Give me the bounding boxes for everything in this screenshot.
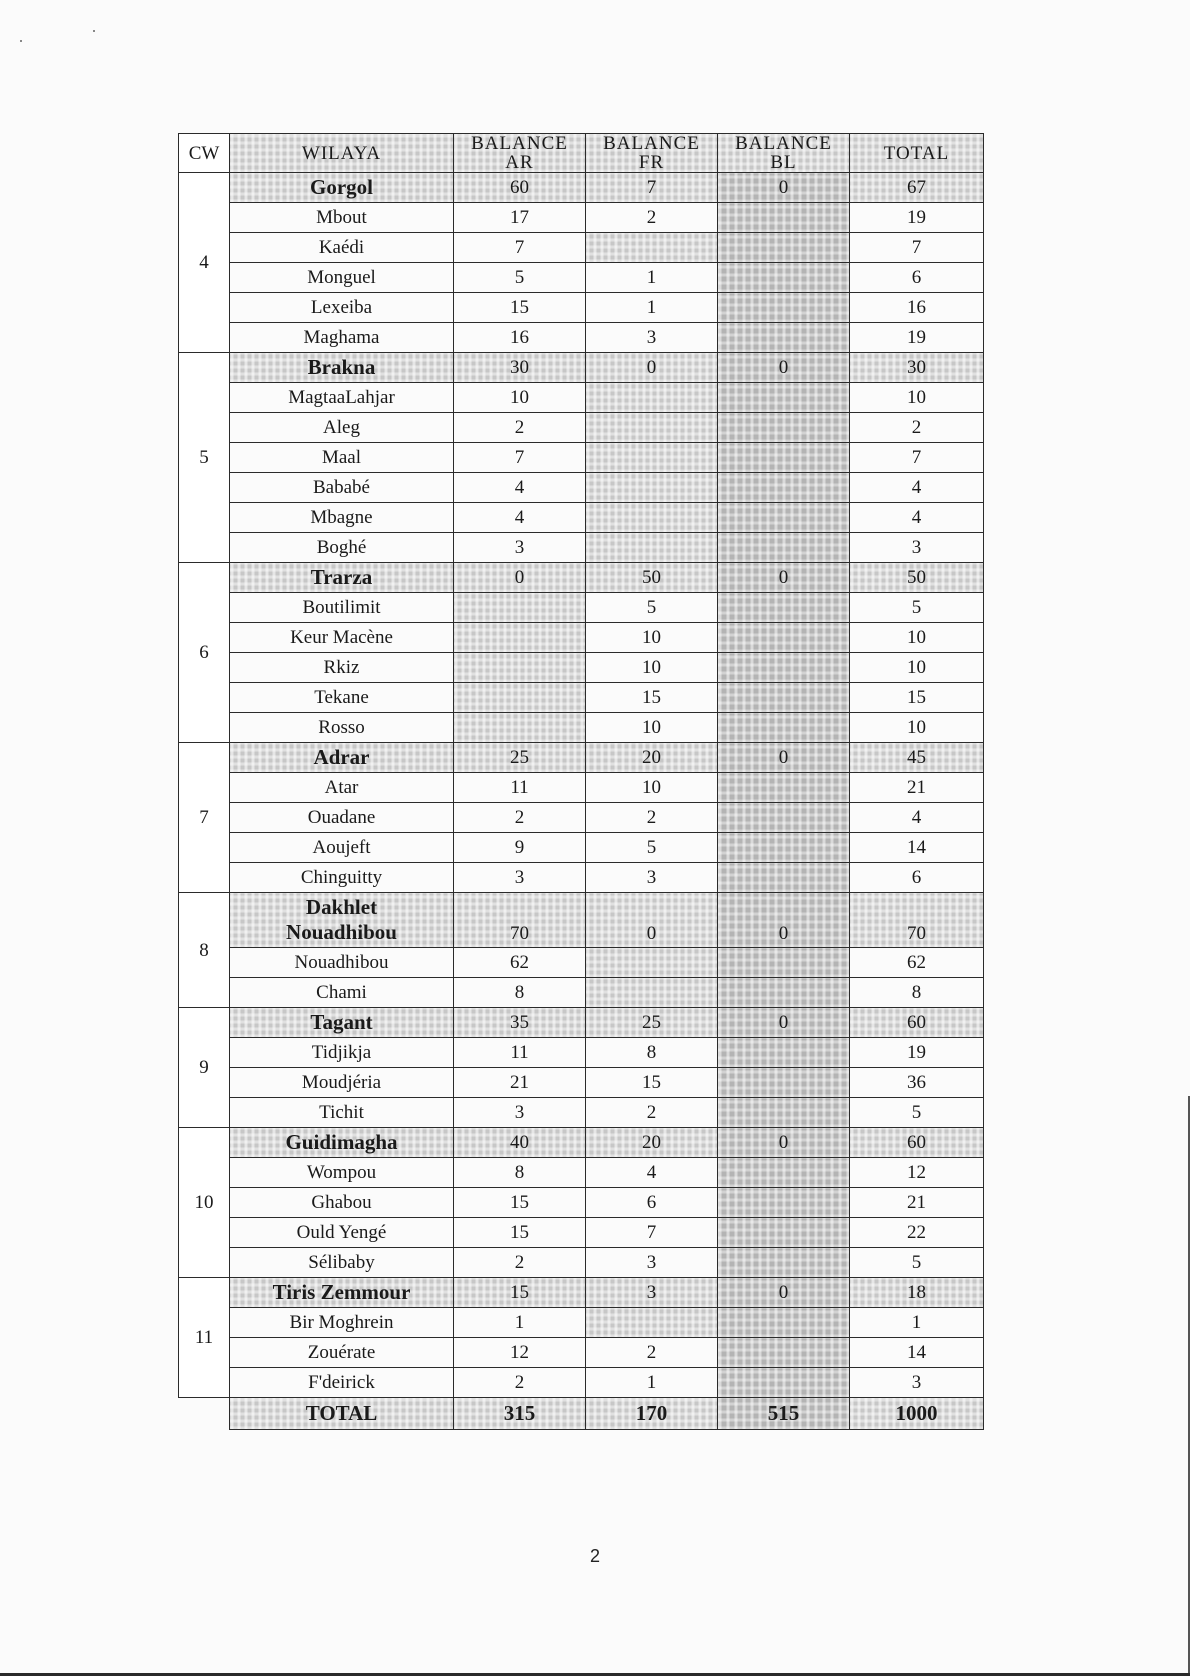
header-balance-bl (718, 134, 850, 173)
cell-total: 22 (850, 1218, 984, 1248)
cell-total: 12 (850, 1158, 984, 1188)
cell-ar: 12 (454, 1338, 586, 1368)
moughataa-name: F'deirick (230, 1368, 454, 1398)
moughataa-name: Bir Moghrein (230, 1308, 454, 1338)
table-row (179, 473, 984, 503)
region-fr: 3 (586, 1278, 718, 1308)
table-row (179, 593, 984, 623)
cell-fr: 2 (586, 1338, 718, 1368)
moughataa-name: Aoujeft (230, 833, 454, 863)
header-balance-fr-line1: BALANCE (603, 133, 700, 154)
cw-number: 6 (179, 563, 230, 743)
moughataa-name: Ghabou (230, 1188, 454, 1218)
cell-bl (718, 1218, 850, 1248)
cell-total: 21 (850, 1188, 984, 1218)
header-balance-fr-line2: FR (638, 152, 665, 173)
table-row (179, 443, 984, 473)
header-balance-bl-line1: BALANCE (735, 133, 832, 154)
cell-fr (586, 413, 718, 443)
cell-total: 14 (850, 1338, 984, 1368)
cell-ar: 2 (454, 803, 586, 833)
region-fr: 50 (586, 563, 718, 593)
table-row (179, 1098, 984, 1128)
region-total: 30 (850, 353, 984, 383)
moughataa-name: Zouérate (230, 1338, 454, 1368)
cell-total: 3 (850, 533, 984, 563)
cell-ar (454, 593, 586, 623)
region-ar: 70 (454, 893, 586, 948)
table-row (179, 233, 984, 263)
balance-table (178, 133, 984, 1430)
region-total: 18 (850, 1278, 984, 1308)
cell-total: 1 (850, 1308, 984, 1338)
cell-fr: 10 (586, 713, 718, 743)
region-name-line2: Nouadhibou (286, 920, 397, 944)
total-row-spacer (179, 1398, 230, 1430)
region-name: Tagant (230, 1008, 454, 1038)
table-row (179, 1248, 984, 1278)
cell-bl (718, 1068, 850, 1098)
region-ar: 40 (454, 1128, 586, 1158)
cell-total: 3 (850, 1368, 984, 1398)
cell-total: 10 (850, 653, 984, 683)
cell-ar: 17 (454, 203, 586, 233)
table-row (179, 1338, 984, 1368)
cell-total: 5 (850, 593, 984, 623)
cell-total: 2 (850, 413, 984, 443)
region-bl: 0 (718, 743, 850, 773)
cell-fr: 5 (586, 833, 718, 863)
table-row (179, 1308, 984, 1338)
cell-bl (718, 413, 850, 443)
cell-ar: 7 (454, 233, 586, 263)
header-cw: CW (179, 134, 230, 173)
cell-ar: 9 (454, 833, 586, 863)
cell-bl (718, 773, 850, 803)
cw-number: 11 (179, 1278, 230, 1398)
table-row (179, 978, 984, 1008)
cell-bl (718, 203, 850, 233)
table-row (179, 1218, 984, 1248)
cell-fr: 10 (586, 653, 718, 683)
scan-speck (93, 30, 95, 32)
header-balance-ar-line1: BALANCE (471, 133, 568, 154)
region-fr: 7 (586, 173, 718, 203)
cw-number: 5 (179, 353, 230, 563)
cell-ar: 3 (454, 533, 586, 563)
page-number: 2 (589, 1546, 600, 1566)
table-row (179, 533, 984, 563)
cell-bl (718, 1188, 850, 1218)
total-bl: 515 (718, 1398, 850, 1430)
cell-fr: 8 (586, 1038, 718, 1068)
header-total: TOTAL (850, 134, 984, 173)
cell-ar: 3 (454, 1098, 586, 1128)
region-bl: 0 (718, 1008, 850, 1038)
moughataa-name: Kaédi (230, 233, 454, 263)
moughataa-name: Mbout (230, 203, 454, 233)
cell-total: 15 (850, 683, 984, 713)
moughataa-name: Lexeiba (230, 293, 454, 323)
table-row (179, 263, 984, 293)
scan-speck (20, 40, 22, 42)
region-fr: 0 (586, 893, 718, 948)
region-fr: 20 (586, 1128, 718, 1158)
cell-fr (586, 978, 718, 1008)
total-row (179, 1398, 984, 1430)
cell-bl (718, 948, 850, 978)
cell-fr: 1 (586, 263, 718, 293)
table-row (179, 1368, 984, 1398)
moughataa-name: Aleg (230, 413, 454, 443)
region-bl: 0 (718, 353, 850, 383)
moughataa-name: Monguel (230, 263, 454, 293)
table-row (179, 1188, 984, 1218)
cell-total: 36 (850, 1068, 984, 1098)
cell-bl (718, 1158, 850, 1188)
cell-bl (718, 503, 850, 533)
region-ar: 30 (454, 353, 586, 383)
cell-ar: 3 (454, 863, 586, 893)
cell-bl (718, 623, 850, 653)
cell-total: 19 (850, 1038, 984, 1068)
table-row (179, 623, 984, 653)
region-bl: 0 (718, 893, 850, 948)
region-bl: 0 (718, 1128, 850, 1158)
cell-ar: 15 (454, 1188, 586, 1218)
region-row (179, 1128, 984, 1158)
cell-bl (718, 593, 850, 623)
cell-ar: 2 (454, 1368, 586, 1398)
region-row (179, 353, 984, 383)
header-balance-fr (586, 134, 718, 173)
total-label: TOTAL (230, 1398, 454, 1430)
region-name: Gorgol (230, 173, 454, 203)
cell-ar: 11 (454, 773, 586, 803)
table-row (179, 653, 984, 683)
moughataa-name: Chami (230, 978, 454, 1008)
total-grand: 1000 (850, 1398, 984, 1430)
region-ar: 35 (454, 1008, 586, 1038)
moughataa-name: Atar (230, 773, 454, 803)
cw-number: 8 (179, 893, 230, 1008)
cell-ar: 4 (454, 503, 586, 533)
cell-fr: 5 (586, 593, 718, 623)
region-bl: 0 (718, 1278, 850, 1308)
region-name (230, 893, 454, 948)
cell-fr: 10 (586, 623, 718, 653)
table-row (179, 803, 984, 833)
region-ar: 15 (454, 1278, 586, 1308)
cell-total: 7 (850, 443, 984, 473)
cell-bl (718, 263, 850, 293)
table-row (179, 863, 984, 893)
header-balance-ar-line2: AR (505, 152, 534, 173)
moughataa-name: Rkiz (230, 653, 454, 683)
cell-total: 5 (850, 1248, 984, 1278)
table-row (179, 1068, 984, 1098)
cell-fr (586, 383, 718, 413)
cell-bl (718, 1098, 850, 1128)
region-row (179, 173, 984, 203)
cell-ar: 1 (454, 1308, 586, 1338)
cell-bl (718, 443, 850, 473)
region-row (179, 1278, 984, 1308)
cw-number: 4 (179, 173, 230, 353)
cell-bl (718, 233, 850, 263)
moughataa-name: Tichit (230, 1098, 454, 1128)
region-name: Brakna (230, 353, 454, 383)
region-name: Adrar (230, 743, 454, 773)
cell-total: 19 (850, 323, 984, 353)
header-balance-ar (454, 134, 586, 173)
cell-fr (586, 233, 718, 263)
moughataa-name: Ouadane (230, 803, 454, 833)
table-row (179, 1158, 984, 1188)
cell-ar: 4 (454, 473, 586, 503)
cell-ar (454, 623, 586, 653)
cell-total: 14 (850, 833, 984, 863)
cw-number: 9 (179, 1008, 230, 1128)
moughataa-name: Keur Macène (230, 623, 454, 653)
region-total: 70 (850, 893, 984, 948)
region-fr: 20 (586, 743, 718, 773)
cell-fr (586, 503, 718, 533)
moughataa-name: Sélibaby (230, 1248, 454, 1278)
table-row (179, 1038, 984, 1068)
cell-ar: 16 (454, 323, 586, 353)
table-row (179, 948, 984, 978)
region-row (179, 893, 984, 948)
cell-bl (718, 978, 850, 1008)
region-row (179, 1008, 984, 1038)
cell-ar: 7 (454, 443, 586, 473)
cell-ar: 8 (454, 978, 586, 1008)
cell-fr: 2 (586, 203, 718, 233)
cell-fr (586, 533, 718, 563)
region-total: 60 (850, 1008, 984, 1038)
cell-total: 19 (850, 203, 984, 233)
cell-bl (718, 863, 850, 893)
cell-fr: 2 (586, 1098, 718, 1128)
cell-bl (718, 1248, 850, 1278)
cell-fr: 1 (586, 1368, 718, 1398)
cell-total: 6 (850, 263, 984, 293)
cell-bl (718, 1368, 850, 1398)
cell-ar: 15 (454, 1218, 586, 1248)
region-total: 45 (850, 743, 984, 773)
table-row (179, 323, 984, 353)
cell-fr: 3 (586, 323, 718, 353)
cell-ar: 10 (454, 383, 586, 413)
cell-total: 16 (850, 293, 984, 323)
moughataa-name: Wompou (230, 1158, 454, 1188)
cell-ar: 2 (454, 413, 586, 443)
cell-total: 4 (850, 473, 984, 503)
cell-total: 7 (850, 233, 984, 263)
moughataa-name: Tidjikja (230, 1038, 454, 1068)
cell-fr (586, 473, 718, 503)
cell-ar: 15 (454, 293, 586, 323)
cell-total: 5 (850, 1098, 984, 1128)
cell-total: 4 (850, 503, 984, 533)
table-row (179, 293, 984, 323)
region-fr: 25 (586, 1008, 718, 1038)
table-row (179, 713, 984, 743)
cell-total: 8 (850, 978, 984, 1008)
region-ar: 25 (454, 743, 586, 773)
cell-bl (718, 833, 850, 863)
cell-bl (718, 803, 850, 833)
cell-total: 10 (850, 623, 984, 653)
region-ar: 0 (454, 563, 586, 593)
cw-number: 10 (179, 1128, 230, 1278)
cell-fr: 6 (586, 1188, 718, 1218)
cell-fr (586, 443, 718, 473)
table-row (179, 383, 984, 413)
moughataa-name: Boghé (230, 533, 454, 563)
cell-bl (718, 533, 850, 563)
moughataa-name: Tekane (230, 683, 454, 713)
region-total: 67 (850, 173, 984, 203)
cell-ar: 11 (454, 1038, 586, 1068)
cell-total: 6 (850, 863, 984, 893)
region-name: Trarza (230, 563, 454, 593)
cell-bl (718, 293, 850, 323)
moughataa-name: Nouadhibou (230, 948, 454, 978)
moughataa-name: Mbagne (230, 503, 454, 533)
moughataa-name: Ould Yengé (230, 1218, 454, 1248)
moughataa-name: Boutilimit (230, 593, 454, 623)
cell-total: 4 (850, 803, 984, 833)
cell-fr: 15 (586, 1068, 718, 1098)
cell-bl (718, 383, 850, 413)
region-total: 50 (850, 563, 984, 593)
cell-fr: 15 (586, 683, 718, 713)
cw-number: 7 (179, 743, 230, 893)
region-row (179, 743, 984, 773)
cell-bl (718, 323, 850, 353)
moughataa-name: Moudjéria (230, 1068, 454, 1098)
region-name: Tiris Zemmour (230, 1278, 454, 1308)
cell-fr: 3 (586, 863, 718, 893)
cell-bl (718, 713, 850, 743)
total-ar: 315 (454, 1398, 586, 1430)
table-header-row (179, 134, 984, 173)
cell-bl (718, 1308, 850, 1338)
cell-bl (718, 653, 850, 683)
moughataa-name: Maal (230, 443, 454, 473)
table-row (179, 413, 984, 443)
moughataa-name: Rosso (230, 713, 454, 743)
header-balance-bl-line2: BL (770, 152, 797, 173)
region-name-line1: Dakhlet (305, 894, 378, 919)
moughataa-name: Maghama (230, 323, 454, 353)
cell-ar: 21 (454, 1068, 586, 1098)
cell-ar: 62 (454, 948, 586, 978)
region-total: 60 (850, 1128, 984, 1158)
region-fr: 0 (586, 353, 718, 383)
table-row (179, 203, 984, 233)
cell-fr (586, 1308, 718, 1338)
region-ar: 60 (454, 173, 586, 203)
cell-ar (454, 683, 586, 713)
moughataa-name: Chinguitty (230, 863, 454, 893)
region-name: Guidimagha (230, 1128, 454, 1158)
cell-bl (718, 473, 850, 503)
table-row (179, 773, 984, 803)
cell-total: 62 (850, 948, 984, 978)
total-fr: 170 (586, 1398, 718, 1430)
header-wilaya: WILAYA (230, 134, 454, 173)
cell-fr (586, 948, 718, 978)
region-bl: 0 (718, 173, 850, 203)
cell-ar: 8 (454, 1158, 586, 1188)
cell-ar: 5 (454, 263, 586, 293)
cell-fr: 7 (586, 1218, 718, 1248)
cell-fr: 3 (586, 1248, 718, 1278)
cell-bl (718, 1338, 850, 1368)
cell-bl (718, 683, 850, 713)
table-row (179, 503, 984, 533)
cell-total: 10 (850, 383, 984, 413)
cell-total: 21 (850, 773, 984, 803)
table-row (179, 683, 984, 713)
table-row (179, 833, 984, 863)
cell-bl (718, 1038, 850, 1068)
region-row (179, 563, 984, 593)
cell-fr: 4 (586, 1158, 718, 1188)
cell-fr: 10 (586, 773, 718, 803)
moughataa-name: Bababé (230, 473, 454, 503)
cell-fr: 1 (586, 293, 718, 323)
cell-fr: 2 (586, 803, 718, 833)
cell-ar (454, 713, 586, 743)
cell-total: 10 (850, 713, 984, 743)
cell-ar (454, 653, 586, 683)
cell-ar: 2 (454, 1248, 586, 1278)
moughataa-name: MagtaaLahjar (230, 383, 454, 413)
region-bl: 0 (718, 563, 850, 593)
